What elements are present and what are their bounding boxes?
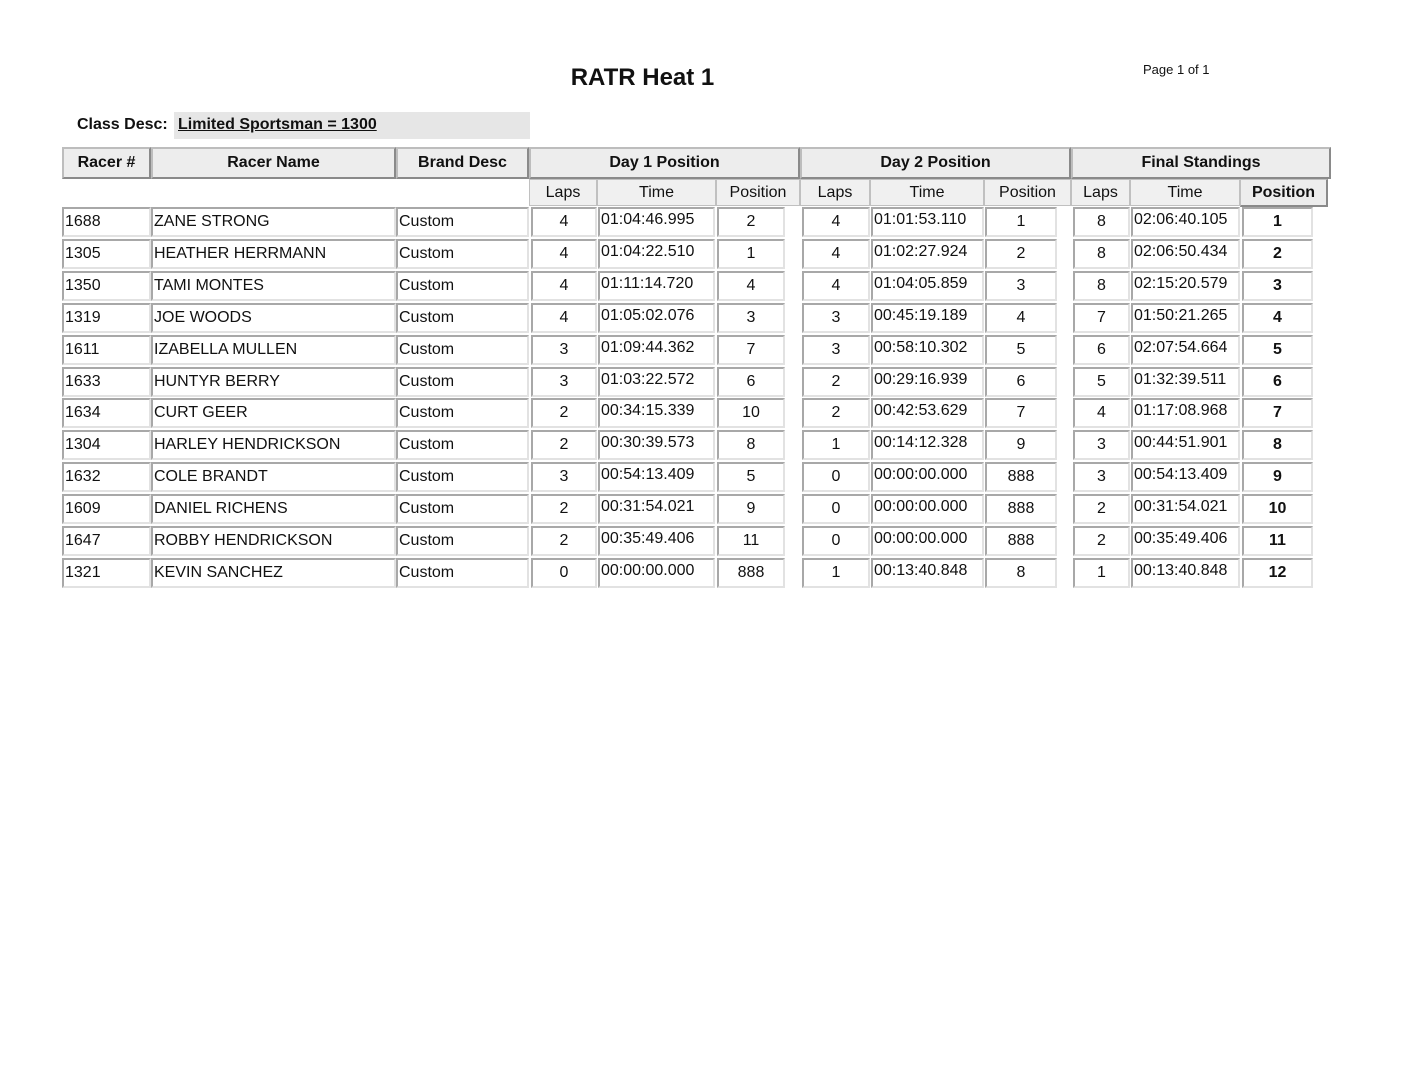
final-position-cell: 9	[1242, 462, 1313, 492]
day2-laps-cell: 1	[802, 558, 870, 588]
subheader-final-position: Position	[1240, 179, 1328, 207]
racer-name-cell: IZABELLA MULLEN	[151, 335, 396, 365]
day2-position-cell: 2	[985, 239, 1057, 269]
racer-name-cell: COLE BRANDT	[151, 462, 396, 492]
final-laps-cell: 2	[1073, 494, 1130, 524]
racer-number-cell: 1304	[62, 430, 151, 460]
header-final-standings: Final Standings	[1071, 147, 1331, 179]
day1-time-cell: 00:35:49.406	[598, 526, 715, 556]
day1-time-cell: 00:34:15.339	[598, 398, 715, 428]
final-laps-cell: 8	[1073, 207, 1130, 237]
day1-time-cell: 01:03:22.572	[598, 367, 715, 397]
final-position-cell: 7	[1242, 398, 1313, 428]
day1-time-cell: 00:31:54.021	[598, 494, 715, 524]
racer-number-cell: 1634	[62, 398, 151, 428]
day2-position-cell: 888	[985, 526, 1057, 556]
header-brand-desc: Brand Desc	[396, 147, 529, 179]
day1-position-cell: 9	[717, 494, 785, 524]
subheader-day1-position: Position	[716, 179, 800, 206]
racer-name-cell: ZANE STRONG	[151, 207, 396, 237]
final-time-cell: 01:50:21.265	[1131, 303, 1240, 333]
day2-time-cell: 01:02:27.924	[871, 239, 984, 269]
class-desc-value: Limited Sportsman = 1300	[174, 112, 530, 139]
final-time-cell: 00:31:54.021	[1131, 494, 1240, 524]
racer-number-cell: 1319	[62, 303, 151, 333]
final-time-cell: 01:32:39.511	[1131, 367, 1240, 397]
final-laps-cell: 8	[1073, 271, 1130, 301]
final-position-cell: 6	[1242, 367, 1313, 397]
day1-laps-cell: 2	[531, 526, 597, 556]
day2-time-cell: 00:58:10.302	[871, 335, 984, 365]
brand-desc-cell: Custom	[396, 558, 529, 588]
day2-position-cell: 6	[985, 367, 1057, 397]
racer-name-cell: JOE WOODS	[151, 303, 396, 333]
final-time-cell: 02:07:54.664	[1131, 335, 1240, 365]
header-day1-position: Day 1 Position	[529, 147, 800, 179]
class-desc-label: Class Desc:	[77, 116, 168, 133]
day1-laps-cell: 3	[531, 367, 597, 397]
subheader-final-time: Time	[1130, 179, 1240, 206]
final-position-cell: 8	[1242, 430, 1313, 460]
final-laps-cell: 3	[1073, 462, 1130, 492]
day1-time-cell: 01:04:46.995	[598, 207, 715, 237]
day1-position-cell: 5	[717, 462, 785, 492]
day1-laps-cell: 4	[531, 271, 597, 301]
day2-position-cell: 3	[985, 271, 1057, 301]
day2-laps-cell: 0	[802, 462, 870, 492]
final-position-cell: 12	[1242, 558, 1313, 588]
final-laps-cell: 3	[1073, 430, 1130, 460]
day1-laps-cell: 2	[531, 494, 597, 524]
day2-time-cell: 01:01:53.110	[871, 207, 984, 237]
final-time-cell: 02:06:50.434	[1131, 239, 1240, 269]
final-laps-cell: 7	[1073, 303, 1130, 333]
day2-laps-cell: 2	[802, 367, 870, 397]
brand-desc-cell: Custom	[396, 494, 529, 524]
final-position-cell: 1	[1242, 207, 1313, 237]
day1-time-cell: 01:11:14.720	[598, 271, 715, 301]
racer-name-cell: ROBBY HENDRICKSON	[151, 526, 396, 556]
day1-time-cell: 00:00:00.000	[598, 558, 715, 588]
day2-laps-cell: 0	[802, 526, 870, 556]
subheader-day1-time: Time	[597, 179, 716, 206]
final-position-cell: 5	[1242, 335, 1313, 365]
day1-position-cell: 2	[717, 207, 785, 237]
racer-name-cell: CURT GEER	[151, 398, 396, 428]
day1-position-cell: 11	[717, 526, 785, 556]
day1-position-cell: 10	[717, 398, 785, 428]
day2-position-cell: 8	[985, 558, 1057, 588]
final-time-cell: 00:44:51.901	[1131, 430, 1240, 460]
final-laps-cell: 1	[1073, 558, 1130, 588]
final-laps-cell: 6	[1073, 335, 1130, 365]
brand-desc-cell: Custom	[396, 271, 529, 301]
day2-position-cell: 9	[985, 430, 1057, 460]
racer-number-cell: 1305	[62, 239, 151, 269]
day1-laps-cell: 3	[531, 335, 597, 365]
day2-laps-cell: 3	[802, 303, 870, 333]
day1-laps-cell: 4	[531, 303, 597, 333]
racer-number-cell: 1611	[62, 335, 151, 365]
day1-time-cell: 01:04:22.510	[598, 239, 715, 269]
day2-time-cell: 00:13:40.848	[871, 558, 984, 588]
day2-laps-cell: 1	[802, 430, 870, 460]
day1-time-cell: 00:54:13.409	[598, 462, 715, 492]
final-position-cell: 2	[1242, 239, 1313, 269]
racer-number-cell: 1647	[62, 526, 151, 556]
racer-number-cell: 1633	[62, 367, 151, 397]
subheader-final-laps: Laps	[1071, 179, 1130, 206]
day1-laps-cell: 4	[531, 207, 597, 237]
brand-desc-cell: Custom	[396, 367, 529, 397]
day2-position-cell: 1	[985, 207, 1057, 237]
brand-desc-cell: Custom	[396, 335, 529, 365]
day1-position-cell: 8	[717, 430, 785, 460]
racer-name-cell: DANIEL RICHENS	[151, 494, 396, 524]
day2-position-cell: 888	[985, 462, 1057, 492]
final-position-cell: 3	[1242, 271, 1313, 301]
final-time-cell: 00:35:49.406	[1131, 526, 1240, 556]
final-position-cell: 10	[1242, 494, 1313, 524]
header-racer-name: Racer Name	[151, 147, 396, 179]
brand-desc-cell: Custom	[396, 239, 529, 269]
racer-number-cell: 1350	[62, 271, 151, 301]
final-time-cell: 02:06:40.105	[1131, 207, 1240, 237]
day1-position-cell: 1	[717, 239, 785, 269]
racer-number-cell: 1321	[62, 558, 151, 588]
day2-time-cell: 00:42:53.629	[871, 398, 984, 428]
day2-time-cell: 00:14:12.328	[871, 430, 984, 460]
day1-position-cell: 4	[717, 271, 785, 301]
day1-laps-cell: 0	[531, 558, 597, 588]
day2-position-cell: 4	[985, 303, 1057, 333]
day1-position-cell: 3	[717, 303, 785, 333]
day2-time-cell: 00:00:00.000	[871, 494, 984, 524]
day1-position-cell: 6	[717, 367, 785, 397]
brand-desc-cell: Custom	[396, 398, 529, 428]
day2-laps-cell: 2	[802, 398, 870, 428]
day1-laps-cell: 2	[531, 430, 597, 460]
day2-laps-cell: 4	[802, 207, 870, 237]
day2-time-cell: 00:45:19.189	[871, 303, 984, 333]
day2-laps-cell: 0	[802, 494, 870, 524]
day2-laps-cell: 4	[802, 239, 870, 269]
final-time-cell: 00:54:13.409	[1131, 462, 1240, 492]
day1-time-cell: 01:09:44.362	[598, 335, 715, 365]
racer-number-cell: 1688	[62, 207, 151, 237]
day2-time-cell: 00:00:00.000	[871, 462, 984, 492]
day1-time-cell: 00:30:39.573	[598, 430, 715, 460]
final-position-cell: 11	[1242, 526, 1313, 556]
racer-name-cell: HUNTYR BERRY	[151, 367, 396, 397]
brand-desc-cell: Custom	[396, 207, 529, 237]
final-time-cell: 02:15:20.579	[1131, 271, 1240, 301]
racer-name-cell: TAMI MONTES	[151, 271, 396, 301]
final-laps-cell: 4	[1073, 398, 1130, 428]
page-number: Page 1 of 1	[1143, 62, 1210, 77]
final-laps-cell: 2	[1073, 526, 1130, 556]
racer-name-cell: HARLEY HENDRICKSON	[151, 430, 396, 460]
day2-position-cell: 7	[985, 398, 1057, 428]
day2-position-cell: 888	[985, 494, 1057, 524]
day2-position-cell: 5	[985, 335, 1057, 365]
final-time-cell: 01:17:08.968	[1131, 398, 1240, 428]
subheader-day2-time: Time	[870, 179, 984, 206]
final-position-cell: 4	[1242, 303, 1313, 333]
racer-name-cell: HEATHER HERRMANN	[151, 239, 396, 269]
day2-laps-cell: 3	[802, 335, 870, 365]
subheader-day2-laps: Laps	[800, 179, 870, 206]
brand-desc-cell: Custom	[396, 526, 529, 556]
final-laps-cell: 5	[1073, 367, 1130, 397]
header-day2-position: Day 2 Position	[800, 147, 1071, 179]
racer-name-cell: KEVIN SANCHEZ	[151, 558, 396, 588]
racer-number-cell: 1609	[62, 494, 151, 524]
day2-time-cell: 01:04:05.859	[871, 271, 984, 301]
brand-desc-cell: Custom	[396, 462, 529, 492]
report-title: RATR Heat 1	[570, 64, 715, 91]
brand-desc-cell: Custom	[396, 303, 529, 333]
racer-number-cell: 1632	[62, 462, 151, 492]
day2-time-cell: 00:00:00.000	[871, 526, 984, 556]
day1-time-cell: 01:05:02.076	[598, 303, 715, 333]
day1-laps-cell: 3	[531, 462, 597, 492]
day2-time-cell: 00:29:16.939	[871, 367, 984, 397]
subheader-day1-laps: Laps	[529, 179, 597, 206]
day1-laps-cell: 2	[531, 398, 597, 428]
day1-position-cell: 888	[717, 558, 785, 588]
day1-laps-cell: 4	[531, 239, 597, 269]
day2-laps-cell: 4	[802, 271, 870, 301]
final-laps-cell: 8	[1073, 239, 1130, 269]
final-time-cell: 00:13:40.848	[1131, 558, 1240, 588]
subheader-day2-position: Position	[984, 179, 1071, 206]
brand-desc-cell: Custom	[396, 430, 529, 460]
day1-position-cell: 7	[717, 335, 785, 365]
header-racer-number: Racer #	[62, 147, 151, 179]
